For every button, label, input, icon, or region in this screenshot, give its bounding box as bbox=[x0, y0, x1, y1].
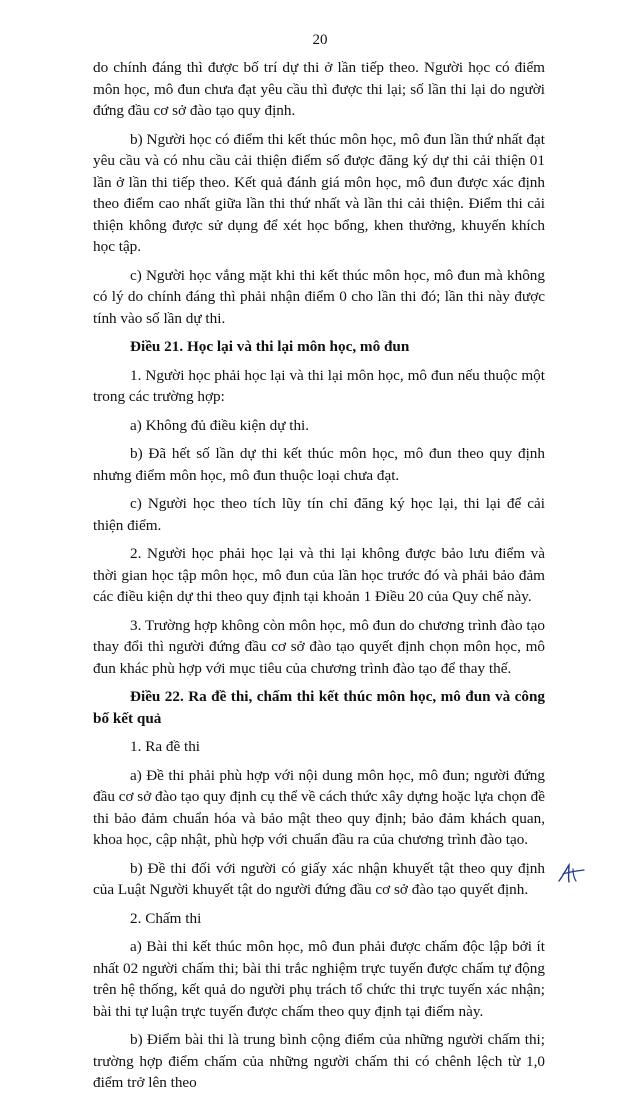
paragraph: c) Người học theo tích lũy tín chỉ đăng ký học lại, thi lại để cải thiện điểm. bbox=[93, 495, 545, 534]
handwritten-initial-signature bbox=[556, 862, 586, 884]
page-number: 20 bbox=[312, 32, 328, 48]
paragraph: b) Người học có điểm thi kết thúc môn học, mô đun lần thứ nhất đạt yêu cầu và có nhu cầu cải thiện điểm số được đăng ký dự thi cải thiện 01 lần ở lần thi tiếp theo. Kết quả đánh giá môn học, mô đun được xác định theo điểm cao nhất giữa lần thi thứ nhất và lần thi cải thiện. Điểm thi cải thiện không được sử dụng để xét học bổng, khen thưởng, khuyến khích học tập. bbox=[93, 130, 545, 255]
paragraph: b) Đề thi đối với người có giấy xác nhận khuyết tật theo quy định của Luật Người khuyết tật do người đứng đầu cơ sở đào tạo quyết định. bbox=[93, 859, 545, 898]
article-heading: Điều 22. Ra đề thi, chấm thi kết thúc môn học, mô đun và công bố kết quả bbox=[93, 688, 545, 727]
paragraph: b) Điểm bài thi là trung bình cộng điểm của những người chấm thi; trường hợp điểm chấm của những người chấm thi có chênh lệch từ 1,0 điểm trở lên theo bbox=[93, 1031, 545, 1091]
document-body bbox=[93, 57, 545, 1101]
paragraph: a) Không đủ điều kiện dự thi. bbox=[130, 416, 310, 434]
paragraph: 3. Trường hợp không còn môn học, mô đun do chương trình đào tạo thay đổi thì người đứng đầu cơ sở đào tạo quyết định chọn môn học, mô đun khác phù hợp với mục tiêu của chương trình đào tạo để thay thế. bbox=[93, 616, 545, 677]
article-heading: Điều 21. Học lại và thi lại môn học, mô đun bbox=[130, 338, 410, 355]
paragraph: 1. Người học phải học lại và thi lại môn học, mô đun nếu thuộc một trong các trường hợp: bbox=[93, 366, 545, 405]
paragraph: 1. Ra đề thi bbox=[130, 738, 201, 755]
paragraph: c) Người học vắng mặt khi thi kết thúc môn học, mô đun mà không có lý do chính đáng thì phải nhận điểm 0 cho lần thi đó; lần thi này được tính vào số lần dự thi. bbox=[93, 266, 545, 327]
paragraph: b) Đã hết số lần dự thi kết thúc môn học, mô đun theo quy định nhưng điểm môn học, mô đun thuộc loại chưa đạt. bbox=[93, 445, 545, 484]
paragraph: 2. Chấm thi bbox=[130, 909, 202, 927]
paragraph: 2. Người học phải học lại và thi lại không được bảo lưu điểm và thời gian học tập môn học, mô đun của lần học trước đó và phải bảo đảm các điều kiện dự thi theo quy định tại khoản 1 Điều 20 của Quy chế này. bbox=[93, 545, 545, 605]
paragraph: do chính đáng thì được bố trí dự thi ở lần tiếp theo. Người học có điểm môn học, mô đun chưa đạt yêu cầu thì được thi lại; số lần thi lại do người đứng đầu cơ sở đào tạo quy định. bbox=[93, 59, 545, 119]
paragraph: a) Đề thi phải phù hợp với nội dung môn học, mô đun; người đứng đầu cơ sở đào tạo quy định cụ thể về cách thức xây dựng hoặc lựa chọn đề thi bảo đảm chuẩn hóa và bảo mật theo quy định; bảo đảm khách quan, khoa học, cập nhật, phù hợp với chuẩn đầu ra của chương trình đào tạo. bbox=[93, 766, 545, 848]
paragraph: a) Bài thi kết thúc môn học, mô đun phải được chấm độc lập bởi ít nhất 02 người chấm thi; bài thi trắc nghiệm trực tuyến được chấm tự động trên hệ thống, kết quả do người phụ trách tổ chức thi trực tuyến xác nhận; bài thi tự luận trực tuyến được chấm theo quy định tại điểm này. bbox=[93, 938, 545, 1020]
